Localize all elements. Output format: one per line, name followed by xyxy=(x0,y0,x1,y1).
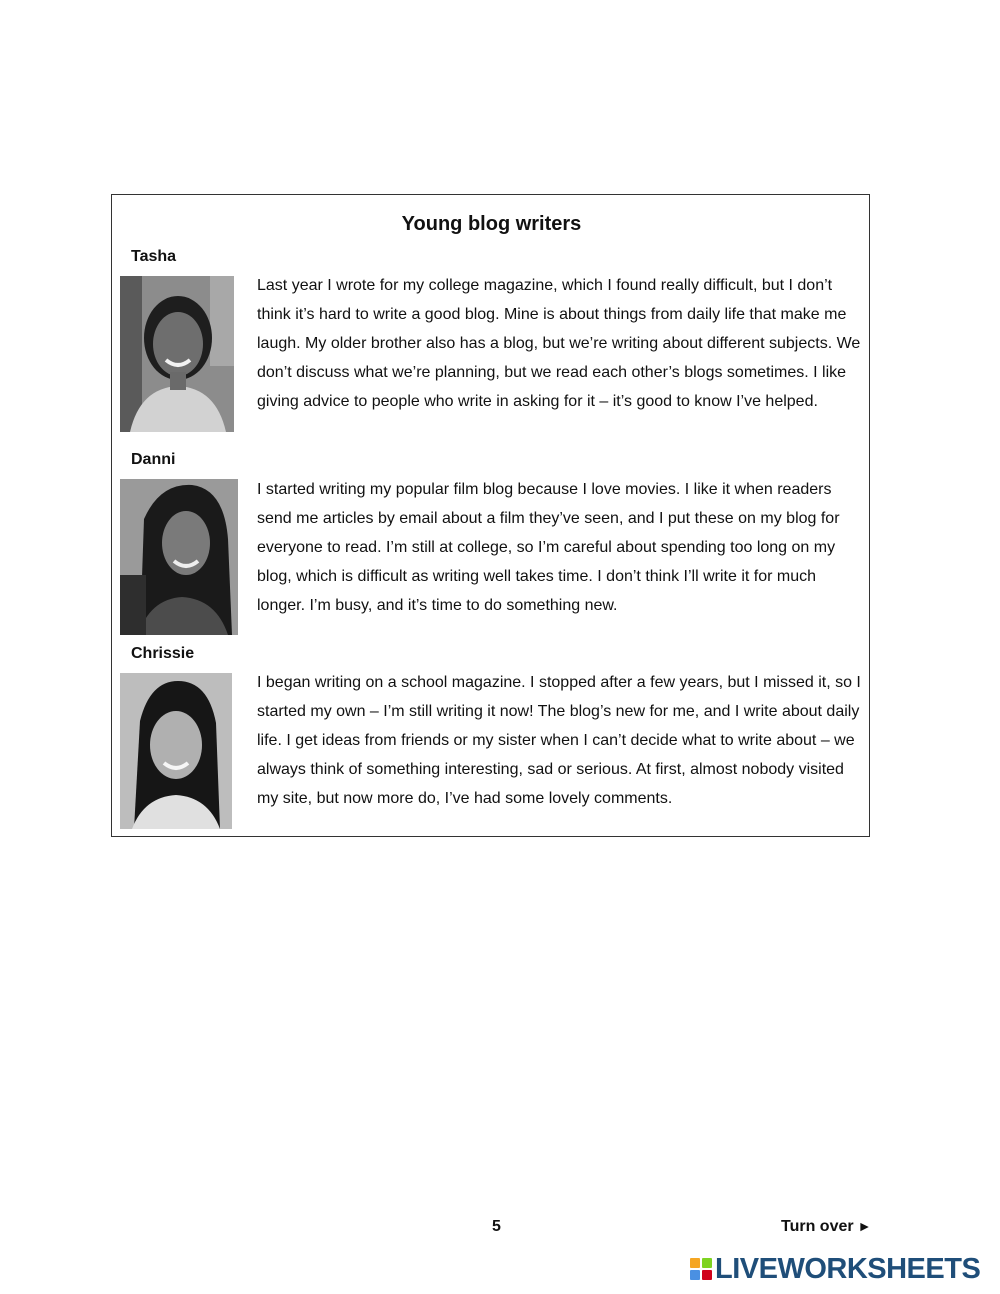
writer-name-tasha: Tasha xyxy=(131,248,177,265)
writer-name-chrissie: Chrissie xyxy=(131,645,195,662)
play-arrow-icon: ► xyxy=(857,1218,872,1234)
turn-over-label: Turn over xyxy=(781,1218,854,1235)
writer-photo-chrissie xyxy=(120,673,232,829)
turn-over-link[interactable] xyxy=(781,1218,871,1236)
brand-squares-icon xyxy=(690,1258,712,1280)
article-title: Young blog writers xyxy=(401,213,582,235)
article-box xyxy=(111,194,870,837)
writer-text-tasha: Last year I wrote for my college magazine, which I found really difficult, but I don’t think it’s hard to write a good blog. Mine is about things from daily life that make me laugh. My older brother also has a blog, but we’re writing about different subjects. We don’t discuss what we’re planning, but we read each other’s blogs sometimes. I like giving advice to people who write in asking for it – it’s good to know I’ve helped. xyxy=(257,277,861,410)
writer-text-danni: I started writing my popular film blog because I love movies. I like it when readers send me articles by email about a film they’ve seen, and I put these on my blog for everyone to read. I’m still at college, so I’m careful about spending too long on my blog, which is difficult as writing well takes time. I don’t think I’ll write it for much longer. I’m busy, and it’s time to do something new. xyxy=(257,481,840,614)
writer-photo-danni xyxy=(120,479,238,635)
writer-text-chrissie: I began writing on a school magazine. I stopped after a few years, but I missed it, so I started my own – I’m still writing it now! The blog’s new for me, and I write about daily life. I get ideas from friends or my sister when I can’t decide what to write about – we always think of something interesting, sad or serious. At first, almost nobody visited my site, but now more do, I’ve had some lovely comments. xyxy=(257,674,861,807)
writer-photo-tasha xyxy=(120,276,234,432)
brand-name: LIVEWORKSHEETS xyxy=(715,1252,981,1285)
page-number: 5 xyxy=(492,1218,501,1235)
writer-name-danni: Danni xyxy=(131,451,176,468)
liveworksheets-logo xyxy=(690,1254,980,1284)
